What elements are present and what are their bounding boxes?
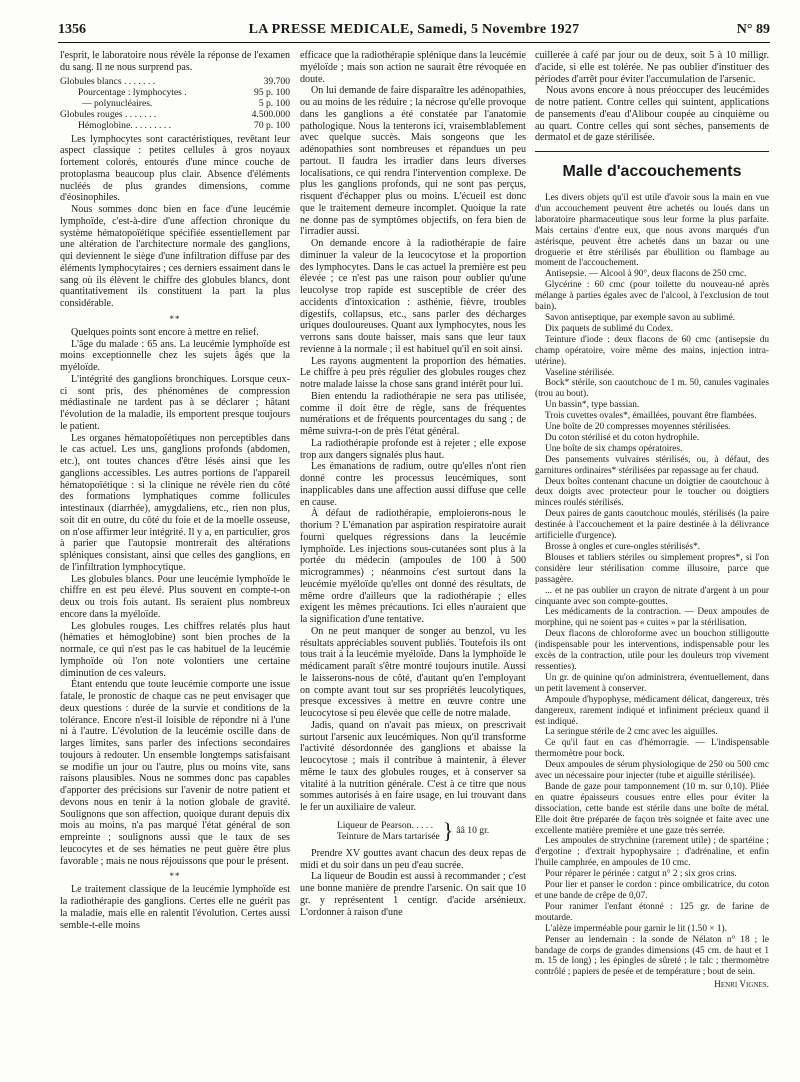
paragraph: Les lymphocytes sont caractéristiques, revêtant leur aspect classique : petites cellules à gros noyaux fortement colorés, entourés d'une mince couche de protoplasma beaucoup plus clair. Absence d'éléments nucléés de plus grandes dimensions, comme d'éosinophiles. bbox=[60, 133, 290, 204]
list-item: Une boîte de 20 compresses moyennes stérilisées. bbox=[545, 422, 731, 433]
journal-title: LA PRESSE MEDICALE, Samedi, 5 Novembre 1927 bbox=[248, 22, 580, 37]
formula-ingredient: Liqueur de Pearson. . . . . bbox=[336, 819, 434, 831]
table-cell-value: 70 p. 100 bbox=[254, 119, 290, 131]
brace-glyph: } bbox=[442, 817, 454, 843]
section-separator-stars: ** bbox=[169, 871, 181, 882]
page-header bbox=[58, 22, 770, 43]
author-signature: Henri Vignes. bbox=[714, 980, 769, 991]
paragraph: La liqueur de Boudin est aussi à recommander ; c'est une bonne manière de prendre l'arsenic. On sait que 10 gr. y représentent 1 centigr. d'acide arsénieux. L'ordonner à raison d'une bbox=[300, 871, 526, 918]
list-item: Deux paires de gants caoutchouc moulés, stérilisés (la paire destinée à l'accouchement et la paire destinée à la délivrance artificielle d'urgence). bbox=[535, 509, 769, 542]
formula-quantity: ââ 10 gr. bbox=[456, 825, 490, 837]
list-item: Pour ranimer l'enfant étonné : 125 gr. de farine de moutarde. bbox=[535, 901, 769, 923]
table-row bbox=[60, 76, 290, 87]
formula-ingredient: Teinture de Mars tartarisée bbox=[336, 830, 440, 842]
table-row bbox=[60, 98, 290, 109]
list-item: Vaseline stérilisée. bbox=[545, 367, 615, 378]
list-item: Des pansements vulvaires stérilisés, ou, à défaut, des garnitures ordinaires* stérilisées par repassage au fer chaud. bbox=[535, 454, 769, 476]
prescription-formula bbox=[300, 817, 526, 843]
table-cell-label: — polynucléaires. bbox=[82, 97, 153, 109]
malle-list bbox=[535, 193, 769, 991]
table-cell-label: Globules rouges . . . . . . . bbox=[60, 108, 157, 120]
paragraph: Prendre XV gouttes avant chacun des deux repas de midi et du soir dans un peu d'eau sucrée. bbox=[300, 847, 526, 871]
paragraph: À défaut de radiothérapie, emploierons-nous le thorium ? L'émanation par aspiration respiratoire aurait fourni quelques régressions dans la leucémie lymphoïde. Les injections sous-cutanées sont plus à la portée du médecin (ampoules de 100 à 500 microgrammes) ; néanmoins c'est surtout dans la leucémie myéloïde qu'elles ont donné des résultats, de même ordre d'ailleurs que la radiothérapie ; elles exigent les mêmes précautions. Ici elles n'auraient que la signification d'une tentative. bbox=[300, 508, 526, 625]
paragraph: Étant entendu que toute leucémie comporte une issue fatale, le pronostic de chaque cas ne peut envisager que deux questions : durée de la survie et conditions de la tolérance. Encore n'est-il loisible de répondre ni à l'une ni à l'autre. L'évolution de la leucémie oscille dans de larges limites, sans parler des infections secondaires toujours à redouter. Un ensemble longtemps satisfaisant se modifie un jour ou l'autre, plus ou moins vite, sans raisons plausibles. Nous ne sommes donc pas capables d'apporter des précisions sur l'avenir de notre patient et devons nous en tenir à la notion globale de gravité. Soulignons que son affection, quoique durant depuis dix mois au moins, n'a pas marqué l'état général de son empreinte ; soulignons aussi que le taux de ses leucocytes et de ses hématies ne peut guère être plus favorable ; mais ne nous réjouissons que pour le présent. bbox=[60, 679, 290, 867]
paragraph: Les rayons augmentent la proportion des hématies. Le chiffre à peu près régulier des globules rouges chez notre malade laisse la chose sans grand intérêt pour lui. bbox=[300, 355, 526, 390]
list-item: Savon antiseptique, par exemple savon au sublimé. bbox=[545, 312, 736, 323]
table-cell-label: Globules blancs . . . . . . . bbox=[60, 75, 156, 87]
paragraph: Le traitement classique de la leucémie lymphoïde est la radiothérapie des ganglions. Certes elle ne guérit pas la maladie, mais elle en ralentit l'évolution. Certes aussi semble-t-elle moins bbox=[60, 884, 290, 931]
list-item: Ce qu'il faut en cas d'hémorragie. — L'indispensable thermomètre pour bock. bbox=[535, 738, 769, 760]
paragraph: l'esprit, le laboratoire nous révèle la réponse de l'examen du sang. Il ne nous surprend pas. bbox=[60, 50, 290, 73]
divider bbox=[535, 151, 769, 152]
paragraph: On demande encore à la radiothérapie de faire diminuer la valeur de la leucocytose et la proportion des lymphocytes. Dans le cas actuel la première est peu élevée ; ce n'est pas une raison pour oublier qu'une leucolyse trop rapide est susceptible de créer des accidents d'intoxication : asthénie, fièvre, troubles digestifs, collapsus, etc., sans parler des décharges uriques douloureuses. Quant aux lymphocytes, nous les verrons sans doute baisser, mais sans que leur taux revienne à la normale ; il est habituel qu'il en soit ainsi. bbox=[300, 238, 526, 355]
list-item: Glycérine : 60 cmc (pour toilette du nouveau-né après mélange à parties égales avec de l'alcool, à l'exclusion de tout bain). bbox=[535, 280, 769, 313]
list-item: Trois cuvettes ovales*, émaillées, pouvant être flambées. bbox=[545, 411, 757, 422]
list-item: Brosse à ongles et cure-ongles stérilisés*. bbox=[545, 542, 700, 552]
table-row bbox=[60, 109, 290, 120]
list-item: La seringue stérile de 2 cmc avec les aiguilles. bbox=[545, 727, 718, 738]
section-title: Malle d'accouchements bbox=[562, 163, 742, 180]
list-item: L'alèze imperméable pour garnir le lit (1.50 × 1). bbox=[545, 923, 727, 934]
paragraph: L'âge du malade : 65 ans. La leucémie lymphoïde est moins exceptionnelle chez les sujets âgés que la myéloïde. bbox=[60, 338, 290, 373]
paragraph: Nous sommes donc bien en face d'une leucémie lymphoïde, c'est-à-dire d'une affection chronique du système hématopoïétique spécifiée essentiellement par une altération de l'architecture normale des ganglions, qui deviennent le siège d'une infiltration diffuse par des éléments lymphocytaires ; ces derniers essaiment dans le sang où ils élèvent le chiffre des globules blancs, dont quantitativement ils constituent la part la plus considérable. bbox=[60, 204, 290, 309]
blood-count-table bbox=[60, 76, 290, 131]
table-cell-value: 95 p. 100 bbox=[254, 86, 290, 98]
list-item: Une boîte de six champs opératoires. bbox=[545, 443, 683, 454]
page-number: 1356 bbox=[58, 22, 86, 37]
paragraph: Bien entendu la radiothérapie ne sera pas utilisée, comme il doit être de règle, sans de fréquentes numérations et de fréquents pourcentages du sang ; de même suivra-t-on de près l'état général. bbox=[300, 390, 526, 437]
list-item: ... et ne pas oublier un crayon de nitrate d'argent à un pour cinquante avec son compte-gouttes. bbox=[535, 585, 769, 607]
paragraph: L'intégrité des ganglions bronchiques. Lorsque ceux-ci sont pris, des phénomènes de compression médiastinale ne tardent pas à se déclarer ; hâtant l'évolution de la maladie, ils emportent presque toujours le patient. bbox=[60, 373, 290, 432]
list-item: Du coton stérilisé et du coton hydrophile. bbox=[545, 432, 700, 443]
table-row bbox=[60, 87, 290, 98]
paragraph: Les globules rouges. Les chiffres relatés plus haut (hématies et hémoglobine) sont bien proches de la normale, ce qui n'est pas le cas habituel de la leucémie lymphoïde où l'on note volontiers une certaine diminution de ces valeurs. bbox=[60, 620, 290, 679]
list-item: Pour lier et panser le cordon : pince ombilicatrice, du coton et une bande de crêpe de 0,07. bbox=[535, 880, 769, 901]
table-cell-label: Pourcentage : lymphocytes . bbox=[78, 86, 187, 98]
list-item: Les médicaments de la contraction. — Deux ampoules de morphine, qui ne soient pas « cuites » par la stérilisation. bbox=[535, 607, 769, 629]
paragraph: On lui demande de faire disparaître les adénopathies, ou au moins de les réduire ; la nécrose qu'elle provoque dans les ganglions a été constatée par l'anatomie pathologique. Nous la tenterons ici, vraisemblablement avec quelque succès. Mais songeons que les adénopathies sont nombreuses et répandues un peu partout. Il faudra les irradier dans leurs diverses localisations, ce qui rendra l'intervention complexe. De plus les ganglions profonds, qui ne sont pas perçus, risquent d'échapper plus ou moins. L'écueil est donc que le traitement demeure incomplet. Quoique la rate ne donne pas de symptômes objectifs, on fera bien de l'irradier aussi. bbox=[300, 85, 526, 238]
list-item: Antisepsie. — Alcool à 90°, deux flacons de 250 cmc. bbox=[545, 269, 747, 280]
table-cell-value: 39.700 bbox=[263, 75, 290, 87]
paragraph: Jadis, quand on n'avait pas mieux, on prescrivait surtout l'arsenic aux leucémiques. Non qu'il transforme l'activité désordonnée des ganglions et abaisse la leucocytose ; mais il contribue à maintenir, à élever même le taux des globules rouges, et à conserver sa vitalité à la nutrition générale. C'est à ce titre que nous sommes autorisés à en faire usage, en lui trouvant dans le fer un auxiliaire de valeur. bbox=[300, 719, 526, 813]
list-item: Les ampoules de strychnine (rarement utile) ; de spartéine ; d'ergotine ; d'extrait hypophysaire ; d'adrénaline, et enfin l'huile camphrée, en ampoules de 10 cmc. bbox=[535, 836, 769, 869]
paragraph: La radiothérapie profonde est à rejeter ; elle expose trop aux dangers signalés plus haut. bbox=[300, 437, 526, 461]
list-item: Blouses et tabliers stériles ou simplement propres*, si l'on considère leur stérilisation comme illusoire, parce que passagère. bbox=[535, 552, 769, 585]
list-item: Pour réparer le périnée : catgut n° 2 ; six gros crins. bbox=[545, 869, 737, 880]
paragraph: On ne peut manquer de songer au benzol, vu les résultats appréciables souvent publiés. Toutefois ils ont tous trait à la leucémie myéloïde. Dans la lymphoïde le médicament paraît s'être montré toujours inutile. Aussi le laisserons-nous de côté, d'autant qu'en l'employant on compte avant tout sur ses propriétés leucolytiques, presque excessives à mettre en œuvre contre une leucocytose si peu élevée que celle de notre malade. bbox=[300, 625, 526, 719]
paragraph: Les globules blancs. Pour une leucémie lymphoïde le chiffre en est peu élevé. Plus souvent en compte-t-on deux ou trois fois autant. Ils seraient plus nombreux encore dans la myéloïde. bbox=[60, 573, 290, 620]
table-cell-value: 4.500.000 bbox=[251, 108, 290, 120]
column-2 bbox=[300, 50, 526, 1064]
table-row bbox=[60, 120, 290, 131]
list-item: Dix paquets de sublimé du Codex. bbox=[545, 323, 674, 334]
column-1 bbox=[60, 50, 290, 1064]
paragraph: cuillerée à café par jour ou de deux, soit 5 à 10 milligr. d'acide, si elle est tolérée. Ne pas oublier d'instituer des périodes d'arrêt pour éviter l'accumulation de l'arsenic. bbox=[535, 50, 769, 85]
table-cell-label: Hémoglobine. . . . . . . . . bbox=[78, 119, 171, 131]
list-item: Penser au lendemain : la sonde de Nélaton n° 18 ; le bandage de corps de grandes dimensions (45 cm. de haut et 1 m. 15 de long) ; les épingles de sûreté ; le talc ; thermomètre contrôlé ; papiers de pesée et de température ; bout de sein. bbox=[535, 934, 769, 978]
paragraph: Les organes hématopoïétiques non perceptibles dans le cas actuel. Les uns, ganglions profonds (abdomen, etc.), ont toutes chances d'être lésés ainsi que les ganglions accessibles. Les autres portions de l'appareil hématopoïétique : si la clinique ne révèle rien du côté des formations lymphatiques comme follicules intestinaux (diarrhée), amygdaliens, etc., rien non plus, soit dit en outre, du côté du foie et de la moelle osseuse, on n'ose affirmer leur intégrité. Il y a, en particulier, gros à parier que l'autopsie montrerait des altérations spléniques consistant, ainsi que celles des ganglions, en de l'infiltration lymphocytique. bbox=[60, 432, 290, 573]
list-item: Deux flacons de chloroforme avec un bouchon stilligoutte (indispensable pour les interventions, indispensable pour les excès de la contraction, utile pour les douleurs trop vivement ressenties). bbox=[535, 629, 769, 672]
table-cell-value: 5 p. 100 bbox=[258, 97, 290, 109]
list-item: Bock* stérile, son caoutchouc de 1 m. 50, canules vaginales (trou au bout). bbox=[535, 378, 769, 400]
list-item: Les divers objets qu'il est utile d'avoir sous la main en vue d'un accouchement peuvent être achetés ou loués dans un laboratoire pharmaceutique sous leur forme la plus parfaite. Mais certains d'entre eux, que nous avons marqués d'un astérisque, peuvent être achetés dans un bazar ou une droguerie et être stérilisés par ébullition ou flambage au moment de l'accouchement. bbox=[535, 193, 769, 269]
list-item: Un gr. de quinine qu'on administrera, éventuellement, dans un petit lavement à conserver. bbox=[535, 672, 769, 694]
list-item: Teinture d'iode : deux flacons de 60 cmc (antisepsie du champ opératoire, voire même des mains, injection intra-utérine). bbox=[535, 334, 769, 367]
list-item: Un bassin*, type bassian. bbox=[545, 400, 640, 411]
list-item: Deux ampoules de sérum physiologique de 250 ou 500 cmc avec un nécessaire pour injecter (tube et aiguille stérilisée). bbox=[535, 760, 769, 782]
section-separator-stars: ** bbox=[169, 313, 181, 324]
paragraph: Les émanations de radium, outre qu'elles n'ont rien donné contre les processus leucémiques, sont inapplicables dans une affection aussi diffuse que celle en cause. bbox=[300, 461, 526, 508]
list-item: Bande de gaze pour tamponnement (10 m. sur 0,10). Pliée en quatre épaisseurs cousues entre elles pour éviter la dissociation, cette bande est stérile dans une boîte de métal. Elle doit être préparée de façon très soignée et faite avec une excellente matière première et une gaze très serrée. bbox=[535, 781, 769, 836]
issue-number: N° 89 bbox=[736, 22, 770, 37]
paragraph: efficace que la radiothérapie splénique dans la leucémie myéloïde ; mais son action ne saurait être révoquée en doute. bbox=[300, 50, 526, 85]
paragraph: Quelques points sont encore à mettre en relief. bbox=[71, 326, 259, 338]
list-item: Ampoule d'hypophyse, médicament délicat, dangereux, très dangereux, rarement indiqué et infiniment précieux quand il est indiqué. bbox=[535, 694, 769, 727]
list-item: Deux boîtes contenant chacune un doigtier de caoutchouc à deux doigts avec protecteur pour le toucher ou doigtiers minces roulés stérilisés. bbox=[535, 476, 769, 509]
column-3 bbox=[535, 50, 769, 1064]
paragraph: Nous avons encore à nous préoccuper des leucémides de notre patient. Contre celles qui suintent, applications de pansements d'eau d'Alibour coupée au cinquième ou au quart. Contre celles qui sont sèches, pansements de dermatol et de gaze stérilisée. bbox=[535, 85, 769, 144]
